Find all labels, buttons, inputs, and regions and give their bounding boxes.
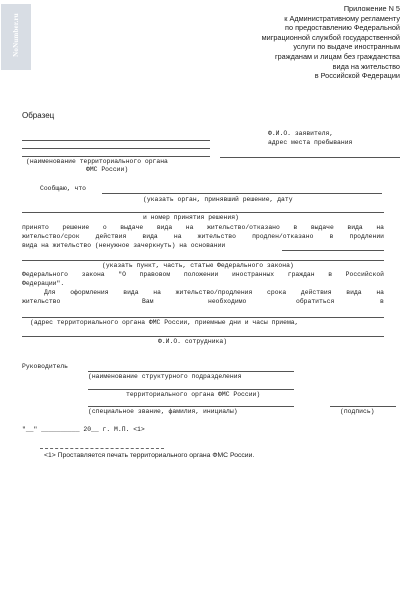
decision-caption: и номер принятия решения) (143, 214, 239, 221)
sign-caption: (подпись) (340, 408, 375, 415)
appendix-line: Приложение N 5 (343, 4, 400, 13)
unit-line (88, 371, 294, 372)
employee-line (22, 336, 384, 337)
apply-word-3: необходимо (208, 298, 247, 305)
footnote: <1> Проставляется печать территориального органа ФМС России. (44, 452, 255, 459)
apply-word-2: Вам (142, 298, 154, 305)
authority-caption: (наименование территориального органа (26, 158, 168, 165)
watermark-text: NoNumber.ru (12, 13, 20, 57)
applicant-address-label: адрес места пребывания (268, 139, 353, 146)
point-caption: (указать пункт, часть, статью Федерального закона) (102, 262, 294, 269)
watermark-logo (1, 4, 31, 70)
authority-line (22, 148, 210, 149)
decision-line-3: вида на жительство (ненужное зачеркнуть) на основании (22, 242, 226, 249)
decision-line-1: принято решение о выдаче вида на жительство/отказано в выдаче вида на (22, 224, 384, 231)
authority-line (22, 140, 210, 141)
organ-caption: (указать орган, принявший решение, дату (143, 196, 293, 203)
unit-line-2 (88, 389, 294, 390)
basis-line-2 (22, 260, 384, 261)
apply-word-5: в (380, 298, 384, 305)
decision-line-2: жительство/срок действия вида на жительство продлен/отказано в продлении (22, 233, 384, 240)
footnote-separator (40, 448, 164, 449)
rank-caption: (специальное звание, фамилия, инициалы) (88, 408, 238, 415)
apply-word-1: жительство (22, 298, 61, 305)
appendix-header (200, 4, 400, 81)
apply-line-1: Для оформления вида на жительство/продления срока действия вида на (44, 289, 384, 296)
sign-line (330, 406, 396, 407)
organ-line (102, 193, 382, 194)
appendix-line: по предоставлению Федеральной (285, 23, 400, 33)
appendix-line: гражданам и лицам без гражданства (274, 51, 400, 61)
authority-line (22, 156, 210, 157)
law-line-1: Федерального закона "О правовом положении иностранных граждан в Российской (22, 271, 384, 278)
appendix-line: услуги по выдаче иностранным (293, 42, 400, 52)
inform-text: Сообщаю, что (40, 185, 87, 192)
rank-line (88, 406, 294, 407)
organ-line-2 (22, 212, 384, 213)
appendix-line: миграционной службой государственной (261, 32, 400, 42)
authority-caption-2: ФМС России) (86, 166, 129, 173)
law-line-2: Федерации". (22, 280, 65, 287)
address-line (22, 317, 384, 318)
apply-word-4: обратиться (296, 298, 335, 305)
applicant-line (220, 157, 400, 158)
appendix-line: в Российской Федерации (314, 71, 400, 81)
sample-label: Образец (22, 111, 55, 120)
employee-caption: Ф.И.О. сотрудника) (158, 338, 228, 345)
unit-caption-2: территориального органа ФМС России) (126, 391, 261, 398)
date-stamp-line: "__" __________ 20__ г. М.П. <1> (22, 426, 145, 433)
applicant-name-label: Ф.И.О. заявителя, (268, 130, 334, 137)
unit-caption: (наименование структурного подразделения (88, 373, 242, 380)
head-label: Руководитель (22, 363, 69, 370)
appendix-line: вида на жительство (332, 61, 400, 71)
appendix-line: к Административному регламенту (284, 13, 400, 23)
basis-line (282, 250, 384, 251)
address-caption: (адрес территориального органа ФМС России, приемные дни и часы приема, (30, 319, 299, 326)
